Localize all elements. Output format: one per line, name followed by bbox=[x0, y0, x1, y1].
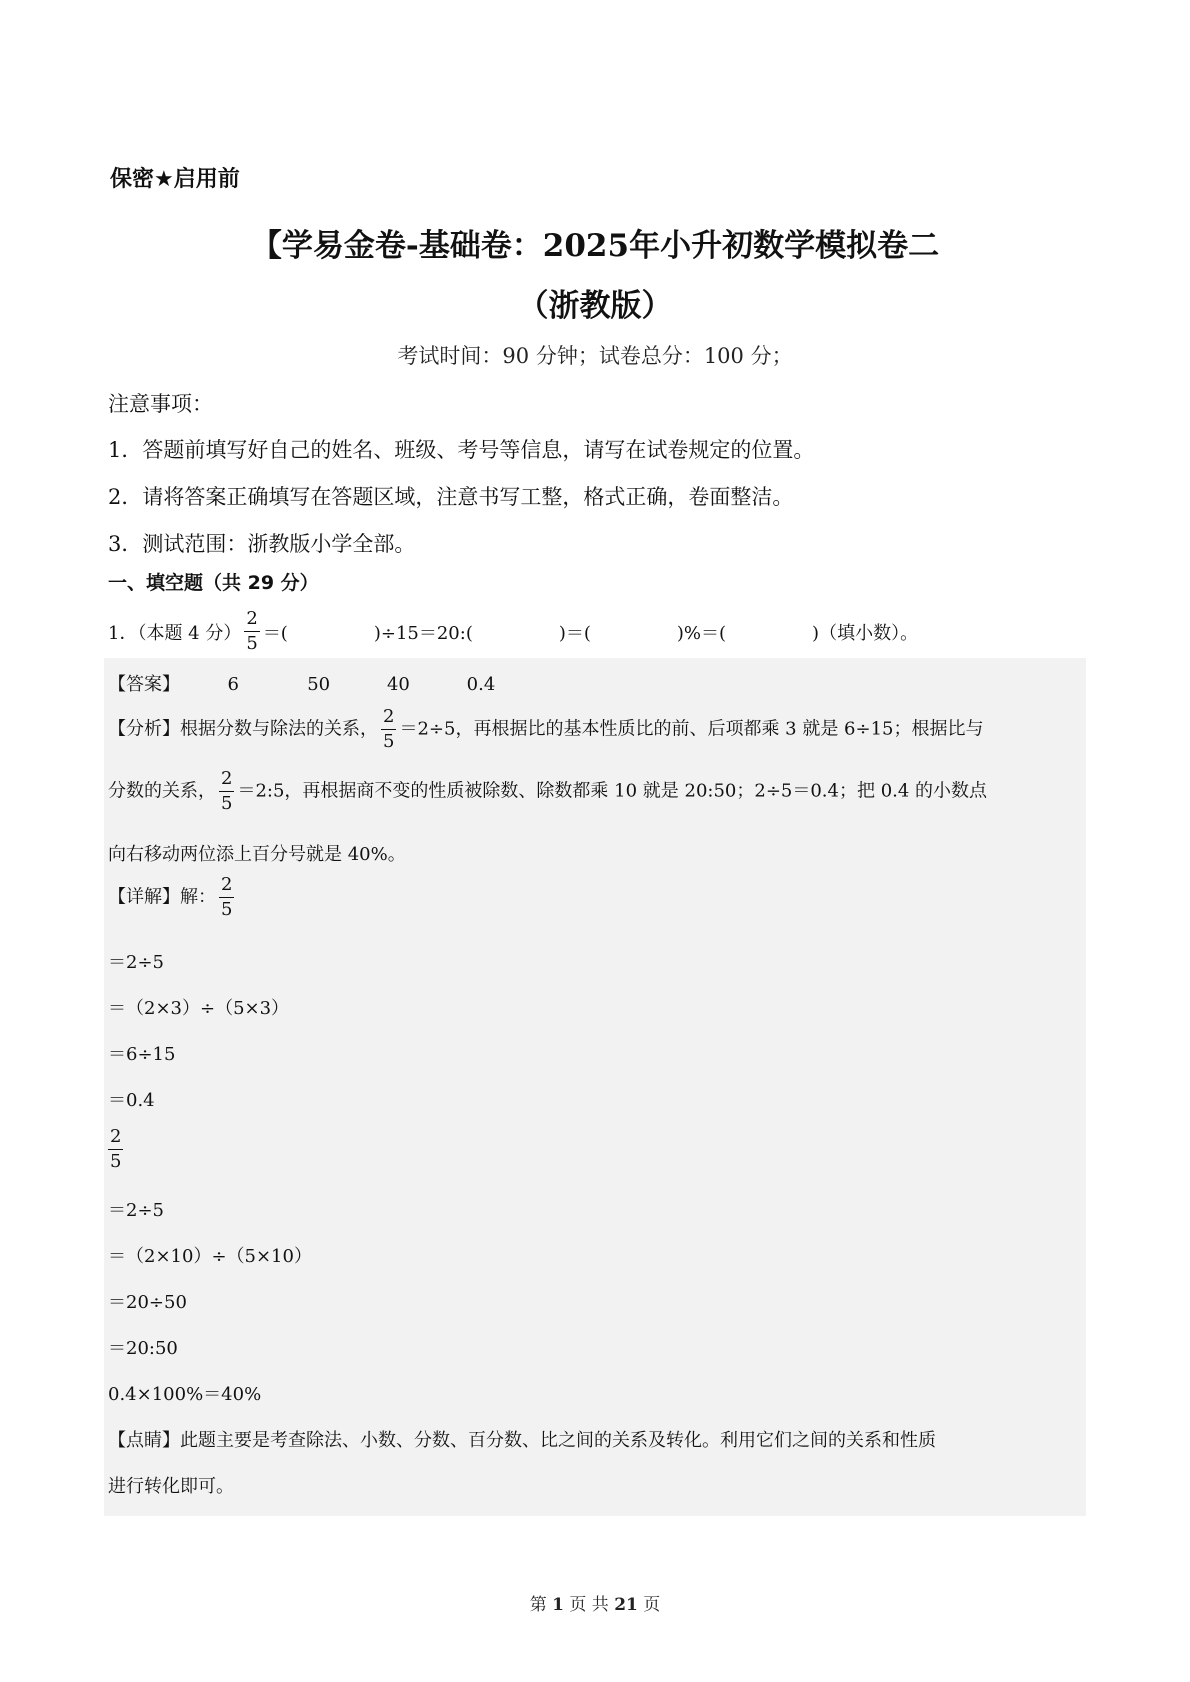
fraction-numerator: 2 bbox=[219, 876, 234, 898]
page-total: 21 bbox=[614, 1595, 638, 1615]
analysis-label: 【分析】 bbox=[108, 718, 180, 740]
question-text: )%＝( bbox=[676, 622, 727, 644]
fraction-denominator: 5 bbox=[383, 731, 395, 752]
detail-line bbox=[108, 876, 237, 919]
confidential-label: 保密★启用前 bbox=[110, 167, 240, 192]
question-text: )÷15＝20:( bbox=[373, 622, 473, 644]
analysis-text: 分数的关系， bbox=[108, 780, 216, 802]
section-heading: 一、填空题（共 29 分） bbox=[108, 572, 319, 594]
question-1 bbox=[108, 610, 918, 653]
question-text: )（填小数）。 bbox=[812, 622, 919, 644]
question-text: )＝( bbox=[558, 622, 591, 644]
fraction bbox=[244, 610, 259, 653]
fraction-denominator: 5 bbox=[221, 899, 233, 920]
solution-panel bbox=[104, 658, 1086, 1516]
detail-step: ＝20÷50 bbox=[108, 1292, 187, 1313]
fraction-denominator: 5 bbox=[110, 1151, 122, 1172]
footer-text: 页 共 bbox=[563, 1595, 615, 1615]
fraction-numerator: 2 bbox=[108, 1128, 123, 1150]
answer-value: 40 bbox=[386, 674, 410, 695]
analysis-text: ＝2÷5，再根据比的基本性质比的前、后项都乘 3 就是 6÷15；根据比与 bbox=[399, 718, 984, 740]
detail-step: ＝2÷5 bbox=[108, 952, 164, 973]
fraction bbox=[219, 770, 234, 813]
detail-step: ＝（2×3）÷（5×3） bbox=[108, 998, 290, 1019]
fraction bbox=[219, 876, 234, 919]
question-prefix: 1．（本题 4 分） bbox=[108, 622, 242, 644]
comment-line bbox=[108, 1426, 936, 1452]
footer-text: 第 bbox=[529, 1595, 553, 1615]
detail-fraction bbox=[108, 1128, 126, 1171]
comment-label: 【点睛】 bbox=[108, 1430, 180, 1451]
analysis-text: ＝2:5，再根据商不变的性质被除数、除数都乘 10 就是 20:50；2÷5＝0.4；把 0.4 的小数点 bbox=[237, 780, 988, 802]
fraction-denominator: 5 bbox=[221, 793, 233, 814]
detail-label: 【详解】 bbox=[108, 886, 180, 908]
fraction-numerator: 2 bbox=[381, 708, 396, 730]
detail-step: ＝0.4 bbox=[108, 1090, 155, 1111]
analysis-line bbox=[108, 770, 987, 813]
answer-value: 50 bbox=[307, 674, 331, 695]
analysis-text: 向右移动两位添上百分号就是 40%。 bbox=[108, 844, 406, 865]
answer-line bbox=[108, 670, 541, 696]
question-text: ＝( bbox=[262, 622, 288, 644]
comment-text: 进行转化即可。 bbox=[108, 1476, 234, 1497]
comment-text: 此题主要是考查除法、小数、分数、百分数、比之间的关系及转化。利用它们之间的关系和性质 bbox=[180, 1430, 936, 1451]
page-footer bbox=[0, 1590, 1190, 1615]
fraction-denominator: 5 bbox=[246, 633, 258, 654]
exam-info: 考试时间：90 分钟；试卷总分：100 分； bbox=[397, 344, 793, 368]
detail-step: ＝6÷15 bbox=[108, 1044, 176, 1065]
detail-step: ＝（2×10）÷（5×10） bbox=[108, 1246, 312, 1267]
document-subtitle: （浙教版） bbox=[517, 288, 673, 324]
fraction-numerator: 2 bbox=[244, 610, 259, 632]
note-item: 2．请将答案正确填写在答题区域，注意书写工整，格式正确，卷面整洁。 bbox=[108, 485, 794, 509]
analysis-line bbox=[108, 708, 984, 751]
page-number: 1 bbox=[552, 1595, 564, 1615]
footer-text: 页 bbox=[637, 1595, 661, 1615]
note-item: 3．测试范围：浙教版小学全部。 bbox=[108, 532, 416, 556]
detail-step: 0.4×100%＝40% bbox=[108, 1384, 262, 1405]
answer-value: 0.4 bbox=[466, 674, 496, 695]
answer-value: 6 bbox=[227, 674, 239, 695]
fraction-numerator: 2 bbox=[219, 770, 234, 792]
note-item: 1．答题前填写好自己的姓名、班级、考号等信息，请写在试卷规定的位置。 bbox=[108, 438, 815, 462]
fraction bbox=[108, 1128, 123, 1171]
notes-heading: 注意事项： bbox=[108, 392, 213, 416]
detail-step: ＝2÷5 bbox=[108, 1200, 164, 1221]
detail-step: ＝20:50 bbox=[108, 1338, 178, 1359]
document-title: 【学易金卷-基础卷：2025年小升初数学模拟卷二 bbox=[250, 228, 940, 264]
detail-text: 解： bbox=[180, 886, 216, 908]
fraction bbox=[381, 708, 396, 751]
analysis-text: 根据分数与除法的关系， bbox=[180, 718, 378, 740]
answer-label: 【答案】 bbox=[108, 674, 180, 695]
